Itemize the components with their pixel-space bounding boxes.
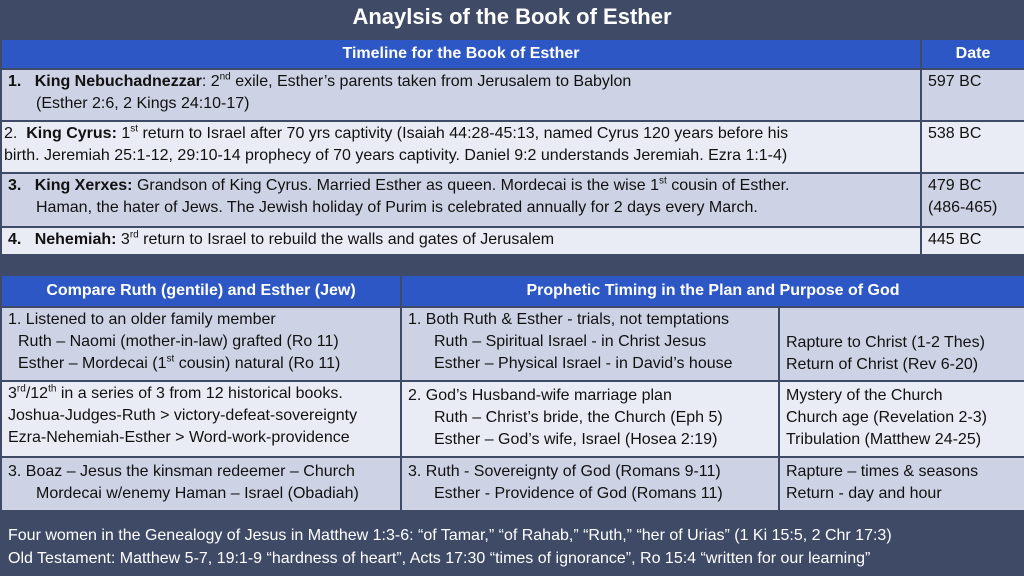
ordinal: st xyxy=(130,123,139,135)
prophetic-cell xyxy=(401,457,779,511)
cell-text: 3. Ruth - Sovereignty of God (Romans 9-11) xyxy=(408,463,721,480)
ordinal: st xyxy=(658,175,667,187)
king-name: King Cyrus: xyxy=(26,125,117,142)
cell-text: 3 xyxy=(8,385,17,402)
row-text: 3 xyxy=(116,231,130,248)
timing-cell xyxy=(779,307,1024,381)
row-text: cousin of Esther. xyxy=(666,177,790,194)
page-title: Anaylsis of the Book of Esther xyxy=(352,4,672,29)
compare-header: Compare Ruth (gentile) and Esther (Jew) xyxy=(1,275,401,307)
timeline-cell xyxy=(1,173,921,227)
row-number: 3. xyxy=(8,177,22,194)
cell-text: 1. Both Ruth & Esther - trials, not temptations xyxy=(408,311,730,328)
ordinal: th xyxy=(48,383,57,395)
prophetic-cell xyxy=(401,381,779,457)
table-row xyxy=(1,227,1024,255)
table-row xyxy=(1,307,1024,381)
separator: : xyxy=(201,73,207,90)
table-row xyxy=(1,69,1024,121)
compare-cell xyxy=(1,307,401,381)
timeline-header: Timeline for the Book of Esther xyxy=(1,39,921,69)
date-cell xyxy=(921,69,1024,121)
prophetic-header: Prophetic Timing in the Plan and Purpose of God xyxy=(401,275,1024,307)
row-reference: (Esther 2:6, 2 Kings 24:10-17) xyxy=(36,95,250,112)
row-text: 2 xyxy=(206,73,220,90)
cell-text: cousin) natural (Ro 11) xyxy=(174,355,341,372)
compare-table xyxy=(0,274,1024,512)
date-value: 597 BC xyxy=(928,73,982,90)
table-row xyxy=(1,121,1024,173)
ordinal: st xyxy=(166,353,175,365)
cell-text: 2. God’s Husband-wife marriage plan xyxy=(408,387,672,404)
row-text: exile, Esther’s parents taken from Jerusalem to Babylon xyxy=(230,73,632,90)
prophetic-cell xyxy=(401,307,779,381)
row-number: 4. xyxy=(8,231,22,248)
cell-text: in a series of 3 from 12 historical books. xyxy=(56,385,343,402)
row-text: return to Israel to rebuild the walls and gates of Jerusalem xyxy=(138,231,555,248)
timing-cell xyxy=(779,381,1024,457)
cell-text: Mordecai w/enemy Haman – Israel (Obadiah) xyxy=(36,485,359,502)
table-row xyxy=(1,457,1024,511)
king-name: Nehemiah: xyxy=(34,231,117,248)
cell-text: Joshua-Judges-Ruth > victory-defeat-sovereignty xyxy=(8,407,358,424)
compare-cell xyxy=(1,381,401,457)
date-value: 445 BC xyxy=(928,231,982,248)
timeline-cell xyxy=(1,121,921,173)
timeline-table xyxy=(0,38,1024,256)
cell-text: Esther – Physical Israel - in David’s house xyxy=(434,355,733,372)
cell-text: Church age (Revelation 2-3) xyxy=(786,409,987,426)
row-text: Grandson of King Cyrus. Married Esther as queen. Mordecai is the wise 1 xyxy=(132,177,659,194)
footer-line: Old Testament: Matthew 5-7, 19:1-9 “hardness of heart”, Acts 17:30 “times of ignorance”, Ro 15:4 “written for our learning” xyxy=(8,550,871,567)
king-name: King Xerxes: xyxy=(34,177,133,194)
table-row xyxy=(1,173,1024,227)
footer-notes xyxy=(0,519,1024,576)
king-name: King Nebuchadnezzar xyxy=(34,73,202,90)
date-value: 538 BC xyxy=(928,125,982,142)
cell-text: /12 xyxy=(25,385,49,402)
row-text: 1 xyxy=(116,125,131,142)
footer-line: Four women in the Genealogy of Jesus in Matthew 1:3-6: “of Tamar,” “of Rahab,” “Ruth,” “her of Urias” (1 Ki 15:5, 2 Chr 17:3) xyxy=(8,527,892,544)
cell-text: Esther – Mordecai (1 xyxy=(18,355,167,372)
cell-text: Tribulation (Matthew 24-25) xyxy=(786,431,982,448)
date-header: Date xyxy=(921,39,1024,69)
cell-text: Esther - Providence of God (Romans 11) xyxy=(434,485,723,502)
date-value: 479 BC xyxy=(928,177,982,194)
row-text: Haman, the hater of Jews. The Jewish holiday of Purim is celebrated annually for 2 days every March. xyxy=(36,199,758,216)
cell-text: Ruth – Spiritual Israel - in Christ Jesus xyxy=(434,333,707,350)
cell-text: Rapture to Christ (1-2 Thes) xyxy=(786,334,985,351)
cell-text: Ezra-Nehemiah-Esther > Word-work-providence xyxy=(8,429,350,446)
timeline-cell xyxy=(1,227,921,255)
cell-text: Return of Christ (Rev 6-20) xyxy=(786,356,979,373)
date-cell xyxy=(921,227,1024,255)
ordinal: rd xyxy=(129,229,139,241)
row-text: return to Israel after 70 yrs captivity (Isaiah 44:28-45:13, named Cyrus 120 years before his xyxy=(138,125,789,142)
cell-text: 1. Listened to an older family member xyxy=(8,311,276,328)
date-range: (486-465) xyxy=(928,199,998,216)
date-cell xyxy=(921,173,1024,227)
cell-text: 3. Boaz – Jesus the kinsman redeemer – Church xyxy=(8,463,355,480)
timeline-cell xyxy=(1,69,921,121)
cell-text: Ruth – Naomi (mother-in-law) grafted (Ro 11) xyxy=(18,333,339,350)
compare-cell xyxy=(1,457,401,511)
timing-cell xyxy=(779,457,1024,511)
cell-text: Ruth – Christ’s bride, the Church (Eph 5) xyxy=(434,409,723,426)
date-cell xyxy=(921,121,1024,173)
cell-text: Rapture – times & seasons xyxy=(786,463,979,480)
row-number: 2. xyxy=(4,125,18,142)
row-number: 1. xyxy=(8,73,22,90)
ordinal: rd xyxy=(16,383,26,395)
cell-text: Esther – God’s wife, Israel (Hosea 2:19) xyxy=(434,431,718,448)
cell-text: Return - day and hour xyxy=(786,485,942,502)
table-row xyxy=(1,381,1024,457)
row-text: birth. Jeremiah 25:1-12, 29:10-14 prophecy of 70 years captivity. Daniel 9:2 understands Jeremiah. Ezra 1:1-4) xyxy=(4,147,788,164)
cell-text: Mystery of the Church xyxy=(786,387,943,404)
ordinal: nd xyxy=(219,71,231,83)
